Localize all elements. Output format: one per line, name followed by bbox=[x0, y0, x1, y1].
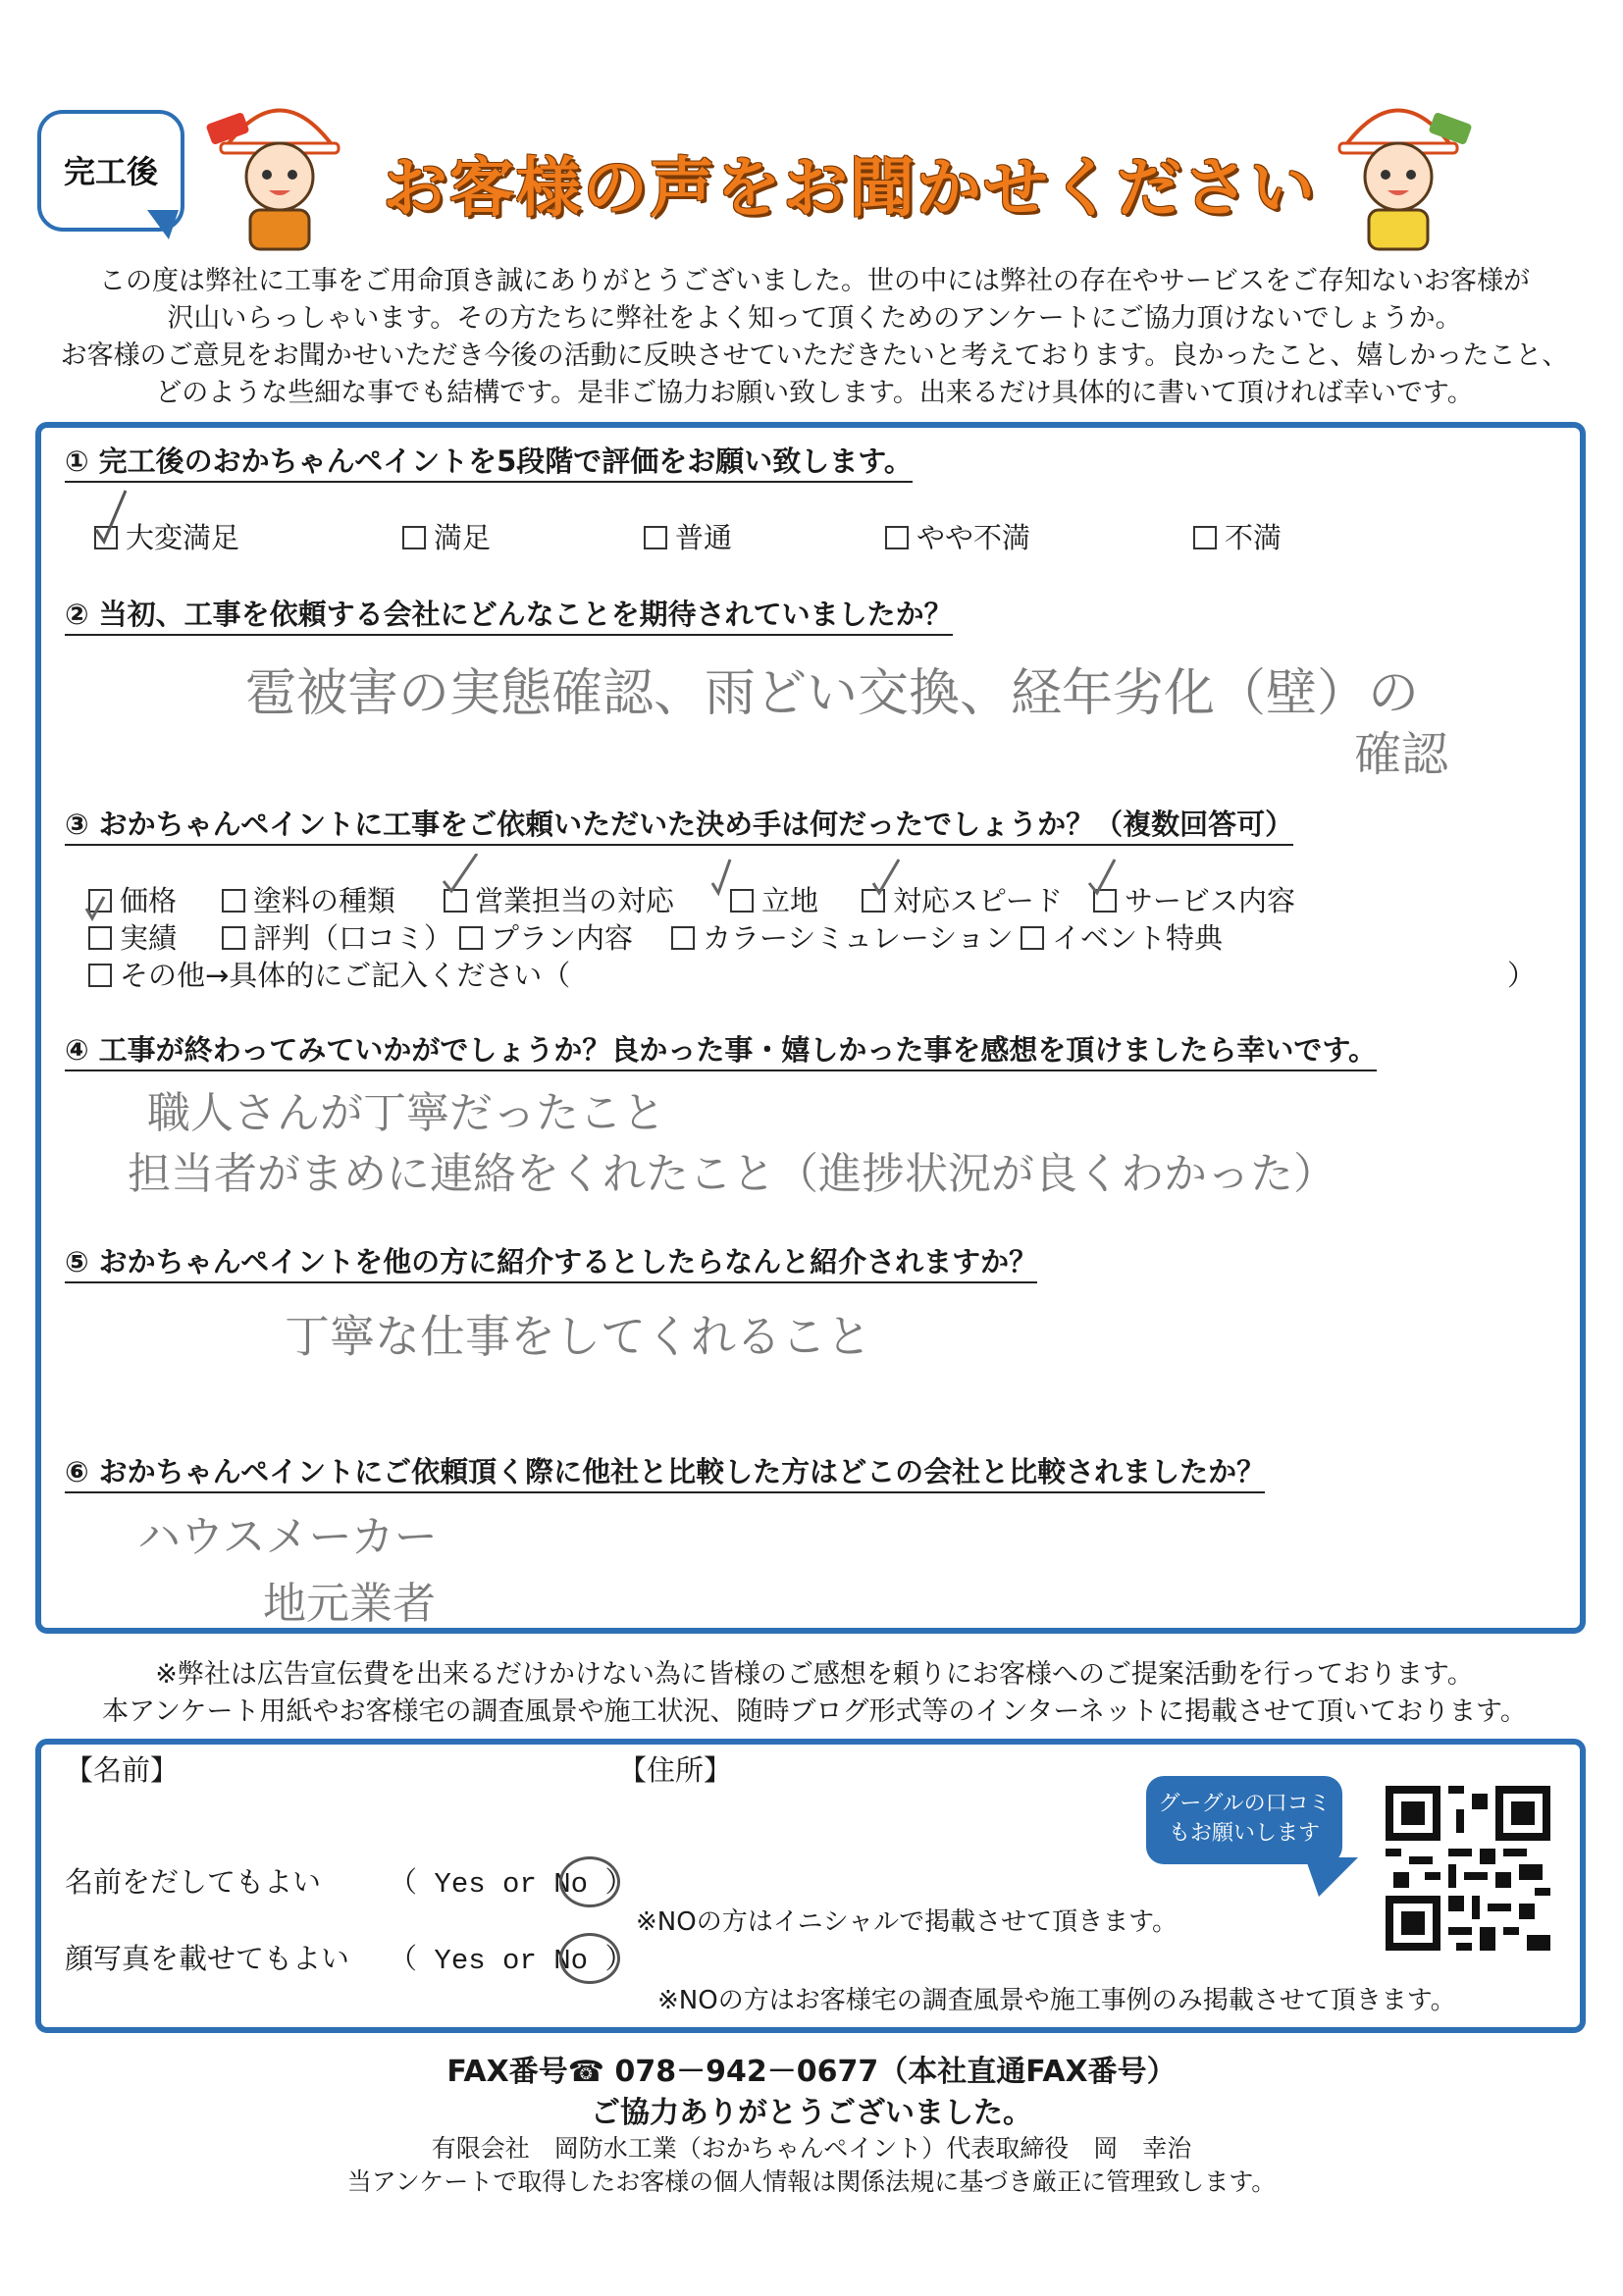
no-circle-mark bbox=[559, 1856, 620, 1907]
paren: ） bbox=[604, 1868, 634, 1901]
paren: （ bbox=[389, 1945, 418, 1977]
speech-tail bbox=[1305, 1857, 1358, 1897]
notice-line: 本アンケート用紙やお客様宅の調査風景や施工状況、随時ブログ形式等のインターネットに掲載させて頂いております。 bbox=[102, 1696, 1527, 1727]
checkbox-icon[interactable] bbox=[1021, 926, 1044, 950]
checkbox-icon[interactable] bbox=[459, 926, 483, 950]
other-close-paren: ） bbox=[1507, 959, 1537, 992]
intro-line: お客様のご意見をお聞かせいただき今後の活動に反映させていただきたいと考えております。良かったこと、嬉しかったこと、 bbox=[60, 340, 1569, 371]
notice-line: ※弊社は広告宣伝費を出来るだけかけない為に皆様のご感想を頼りにお客様へのご提案活動を行っております。 bbox=[155, 1659, 1474, 1690]
photo-publish-label: 顔写真を載せてもよい bbox=[65, 1942, 350, 1975]
answer-2-line1: 雹被害の実態確認、雨どい交換、経年劣化（壁）の bbox=[245, 664, 1420, 723]
paren: （ bbox=[389, 1868, 418, 1901]
intro-line: この度は弊社に工事をご用命頂き誠にありがとうございました。世の中には弊社の存在やサービスをご存知ないお客様が bbox=[99, 266, 1530, 296]
reason-option[interactable] bbox=[459, 916, 633, 957]
reason-option-other[interactable] bbox=[88, 954, 570, 994]
reason-option[interactable] bbox=[1021, 916, 1223, 957]
checkbox-icon[interactable] bbox=[885, 526, 909, 549]
question-1: ① 完工後のおかちゃんペイントを5段階で評価をお願い致します。 bbox=[65, 440, 913, 483]
reason-option[interactable] bbox=[88, 916, 177, 957]
name-note: ※NOの方はイニシャルで掲載させて頂きます。 bbox=[636, 1907, 1178, 1937]
option-label: プラン内容 bbox=[491, 921, 634, 955]
question-4: ④ 工事が終わってみていかがでしょうか？良かった事・嬉しかった事を感想を頂けましたら幸いです。 bbox=[65, 1028, 1377, 1071]
intro-line: 沢山いらっしゃいます。その方たちに弊社をよく知って頂くためのアンケートにご協力頂けないでしょうか。 bbox=[167, 303, 1462, 334]
mascot-right-icon bbox=[1325, 78, 1472, 255]
checkbox-icon[interactable] bbox=[88, 964, 112, 987]
option-label: サービス内容 bbox=[1125, 884, 1296, 917]
question-2: ② 当初、工事を依頼する会社にどんなことを期待されていましたか？ bbox=[65, 593, 953, 636]
checkmark-icon bbox=[90, 487, 133, 546]
option-label: やや不満 bbox=[916, 521, 1031, 554]
speech-line: もお願いします bbox=[1168, 1821, 1320, 1846]
google-review-bubble bbox=[1146, 1776, 1342, 1864]
checkbox-icon[interactable] bbox=[402, 526, 426, 549]
fax-number: FAX番号☎ 078－942－0677（本社直通FAX番号） bbox=[446, 2055, 1177, 2089]
thanks-text: ご協力ありがとうございました。 bbox=[591, 2096, 1032, 2130]
photo-note: ※NOの方はお客様宅の調査風景や施工事例のみ掲載させて頂きます。 bbox=[657, 1986, 1456, 2015]
qr-code-icon[interactable] bbox=[1386, 1786, 1550, 1951]
answer-2-line2: 確認 bbox=[1354, 727, 1449, 782]
option-label: 営業担当の対応 bbox=[475, 884, 675, 917]
mascot-left-icon bbox=[206, 78, 353, 255]
question-6: ⑥ おかちゃんペイントにご依頼頂く際に他社と比較した方はどこの会社と比較されましたか？ bbox=[65, 1450, 1265, 1493]
no-option[interactable]: No bbox=[553, 1945, 589, 1977]
company-name: 有限会社 岡防水工業（おかちゃんペイント）代表取締役 岡 幸治 bbox=[431, 2134, 1192, 2163]
publication-notice bbox=[59, 1656, 1570, 1731]
option-label: その他→具体的にご記入ください（ bbox=[120, 959, 571, 992]
address-label: 【住所】 bbox=[618, 1753, 733, 1787]
badge-label: 完工後 bbox=[63, 153, 158, 190]
checkbox-icon[interactable] bbox=[671, 926, 695, 950]
option-label: イベント特典 bbox=[1052, 921, 1224, 955]
rating-option[interactable] bbox=[885, 516, 1030, 556]
checkbox-icon[interactable] bbox=[222, 926, 245, 950]
checkbox-icon[interactable] bbox=[644, 526, 667, 549]
name-label: 【名前】 bbox=[65, 1753, 180, 1787]
paren: ） bbox=[604, 1945, 634, 1977]
option-label: 塗料の種類 bbox=[253, 884, 396, 917]
no-circle-mark bbox=[559, 1933, 620, 1984]
option-label: 普通 bbox=[675, 521, 733, 554]
or-text: or bbox=[502, 1868, 537, 1901]
option-label: 不満 bbox=[1225, 521, 1283, 554]
answer-4-line2: 担当者がまめに連絡をくれたこと（進捗状況が良くわかった） bbox=[128, 1149, 1336, 1199]
intro-line: どのような些細な事でも結構です。是非ご協力お願い致します。出来るだけ具体的に書いて頂ければ幸いです。 bbox=[155, 378, 1474, 408]
rating-option[interactable] bbox=[644, 516, 732, 556]
answer-6-line1: ハウスメーカー bbox=[137, 1512, 438, 1562]
option-label: 対応スピード bbox=[893, 884, 1063, 917]
reason-option[interactable] bbox=[671, 916, 1014, 957]
option-label: 満足 bbox=[434, 521, 492, 554]
answer-6-line2: 地元業者 bbox=[263, 1579, 436, 1629]
option-label: 大変満足 bbox=[126, 521, 240, 554]
option-label: 立地 bbox=[761, 884, 819, 917]
option-label: カラーシミュレーション bbox=[703, 921, 1014, 955]
yes-option[interactable]: Yes bbox=[434, 1868, 486, 1901]
or-text: or bbox=[502, 1945, 537, 1977]
checkbox-icon[interactable] bbox=[88, 926, 112, 950]
question-3: ③ おかちゃんペイントに工事をご依頼いただいた決め手は何だったでしょうか？（複数回答可） bbox=[65, 803, 1293, 846]
name-publish-label: 名前をだしてもよい bbox=[65, 1865, 322, 1899]
question-5: ⑤ おかちゃんペイントを他の方に紹介するとしたらなんと紹介されますか？ bbox=[65, 1240, 1037, 1283]
reason-option[interactable] bbox=[1093, 879, 1295, 919]
option-label: 実績 bbox=[120, 921, 178, 955]
option-label: 評判（口コミ） bbox=[253, 921, 453, 955]
rating-option[interactable] bbox=[402, 516, 491, 556]
survey-title: お客様の声をお聞かせください bbox=[383, 150, 1317, 226]
privacy-note: 当アンケートで取得したお客様の個人情報は関係法規に基づき厳正に管理致します。 bbox=[346, 2167, 1277, 2196]
badge-tail bbox=[147, 210, 179, 239]
yes-option[interactable]: Yes bbox=[434, 1945, 486, 1977]
answer-4-line1: 職人さんが丁寧だったこと bbox=[147, 1088, 665, 1138]
speech-line: グーグルの口コミ bbox=[1158, 1792, 1331, 1816]
reason-option[interactable] bbox=[222, 916, 452, 957]
option-label: 価格 bbox=[120, 884, 178, 917]
answer-5: 丁寧な仕事をしてくれること bbox=[285, 1310, 871, 1363]
rating-option[interactable] bbox=[1193, 516, 1282, 556]
checkbox-icon[interactable] bbox=[1193, 526, 1217, 549]
checkmarks-icon bbox=[39, 854, 1119, 922]
intro-text bbox=[59, 263, 1570, 412]
no-option[interactable]: No bbox=[553, 1868, 589, 1901]
